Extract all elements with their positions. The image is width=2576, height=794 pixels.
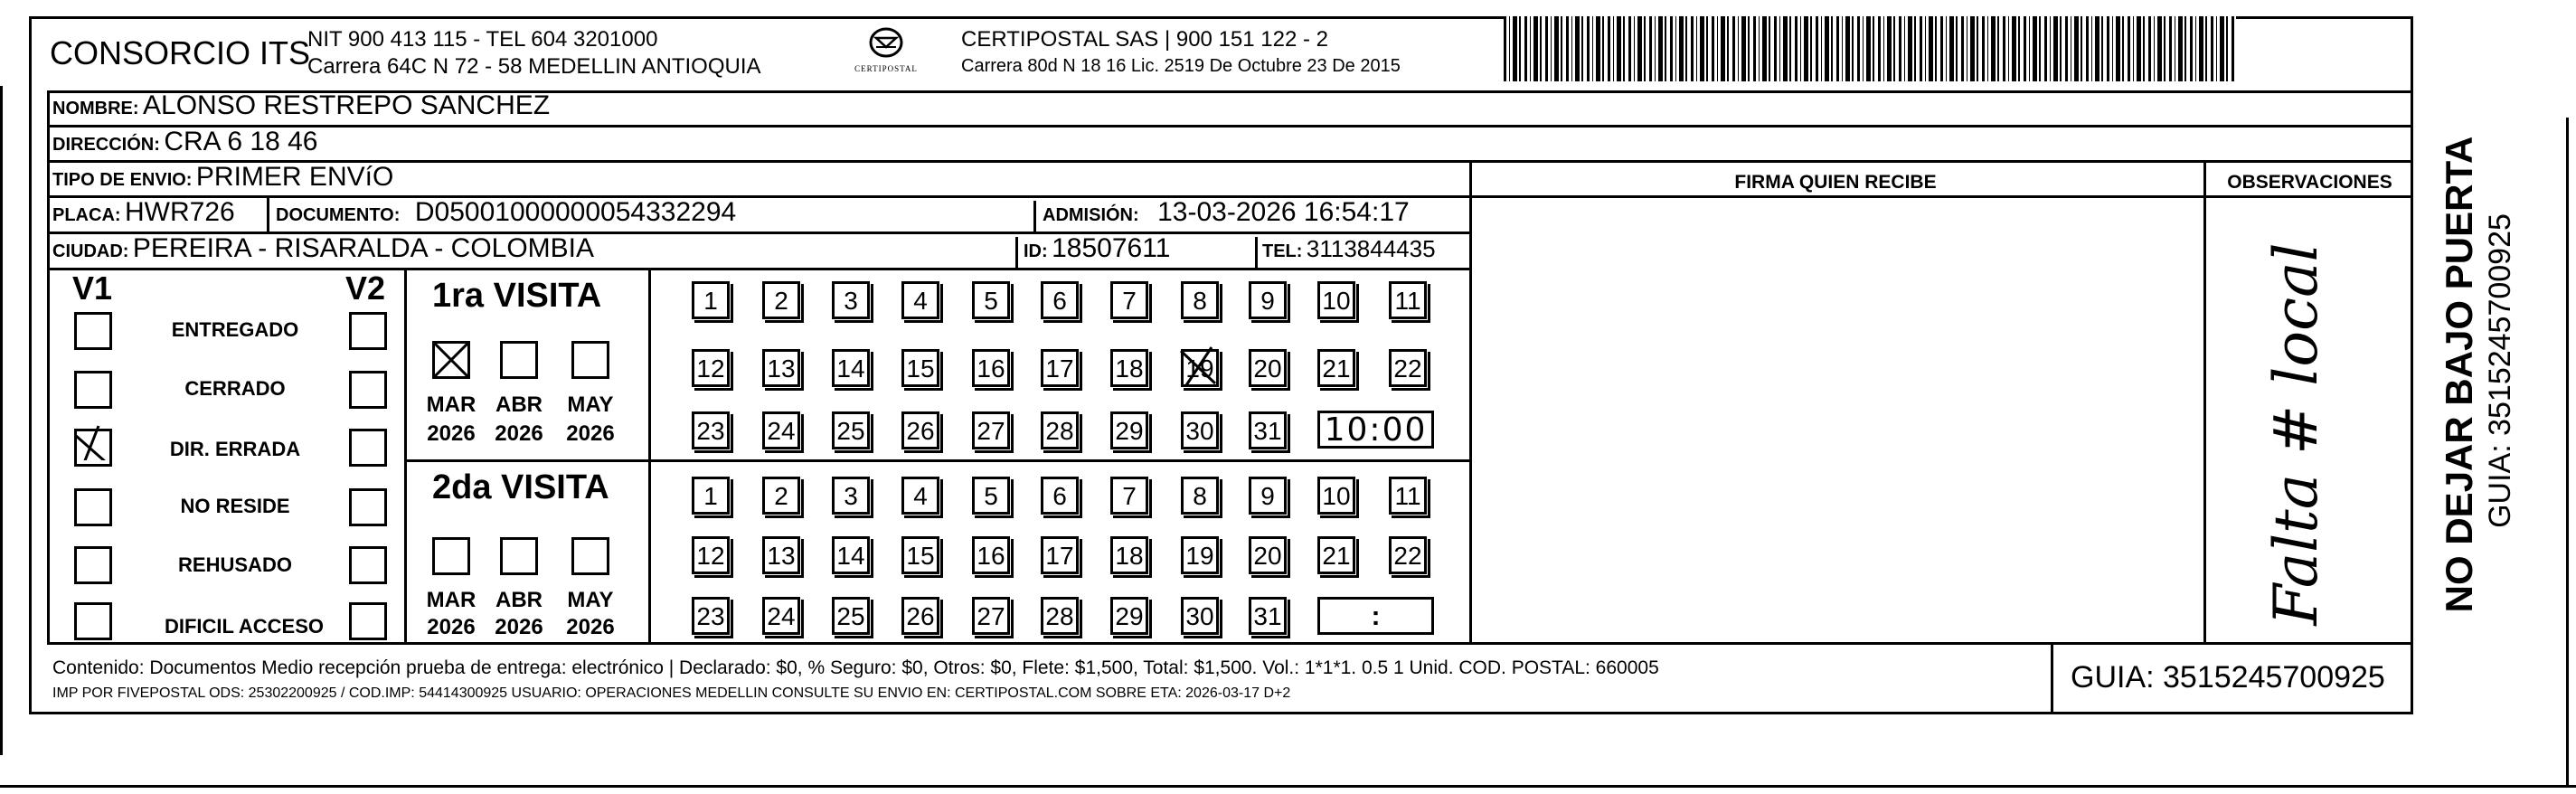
visit1-title: 1ra VISITA [432, 277, 602, 315]
rule [47, 268, 1469, 270]
visit2-month-abr-checkbox[interactable] [500, 537, 538, 575]
visit1-month-may-checkbox[interactable] [571, 341, 609, 379]
v2-no-reside-checkbox[interactable] [349, 488, 387, 526]
certipostal-logo-icon [865, 25, 907, 60]
status-dificil-acceso: DIFICIL ACCESO [164, 615, 324, 638]
visit1-year-label: 2026 [566, 421, 615, 446]
visit2-day[interactable]: 11 [1389, 477, 1427, 515]
direccion-value: CRA 6 18 46 [164, 127, 318, 156]
ciudad-row [52, 233, 594, 264]
visit2-time-value: : [1371, 601, 1381, 631]
visit2-day[interactable]: 18 [1110, 536, 1148, 574]
visit2-day[interactable]: 12 [692, 536, 730, 574]
rule [47, 90, 50, 642]
rule [648, 268, 651, 642]
visit2-day[interactable]: 22 [1389, 536, 1427, 574]
visit2-day[interactable]: 27 [972, 597, 1010, 635]
status-cerrado: CERRADO [184, 377, 286, 400]
visit1-month-abr-checkbox[interactable] [500, 341, 538, 379]
visit1-day[interactable]: 13 [762, 349, 800, 387]
nombre-label: NOMBRE: [52, 99, 139, 118]
direccion-label: DIRECCIÓN: [52, 135, 160, 155]
rule [47, 160, 2413, 163]
certipostal-logo [845, 25, 927, 78]
visit1-day[interactable]: 29 [1110, 411, 1148, 449]
rule [1033, 201, 1036, 232]
left-crop-line [0, 86, 3, 755]
visit1-month-label: MAR [426, 392, 477, 417]
v1-cerrado-checkbox[interactable] [74, 371, 112, 409]
visit2-day[interactable]: 21 [1317, 536, 1355, 574]
visit2-day[interactable]: 25 [832, 597, 870, 635]
ciudad-label: CIUDAD: [52, 241, 129, 261]
visit2-title: 2da VISITA [432, 468, 609, 506]
visit1-day[interactable]: 17 [1041, 349, 1079, 387]
visit2-month-label: ABR [495, 588, 543, 612]
visit2-month-mar-checkbox[interactable] [432, 537, 470, 575]
company-nit: NIT 900 413 115 - TEL 604 3201000 [307, 27, 658, 52]
documento-label: DOCUMENTO: [276, 205, 401, 225]
id-value: 18507611 [1052, 233, 1171, 263]
visit1-day[interactable]: 25 [832, 411, 870, 449]
admision-label: ADMISIÓN: [1043, 205, 1139, 225]
visit1-day[interactable]: 1 [692, 281, 730, 319]
visit2-day[interactable]: 7 [1110, 477, 1148, 515]
visit1-day[interactable]: 20 [1249, 349, 1287, 387]
visit1-day[interactable]: 6 [1041, 281, 1079, 319]
rule [1015, 237, 1018, 268]
visit1-day[interactable]: 5 [972, 281, 1010, 319]
rule [47, 125, 2413, 128]
visit2-day[interactable]: 19 [1181, 536, 1219, 574]
footer-impresion: IMP POR FIVEPOSTAL ODS: 25302200925 / COD.IMP: 54414300925 USUARIO: OPERACIONES MEDELLIN CONSULTE SU ENVIO EN: CERTIPOSTAL.COM SOBRE ETA: 2026-03-17 D+2 [52, 685, 1291, 701]
visit1-day[interactable]: 10 [1317, 281, 1355, 319]
documento-row [276, 197, 736, 228]
carrier-name: CERTIPOSTAL SAS | 900 151 122 - 2 [961, 27, 1328, 52]
v2-dir-errada-checkbox[interactable] [349, 429, 387, 467]
v1-no-reside-checkbox[interactable] [74, 488, 112, 526]
carrier-address: Carrera 80d N 18 16 Lic. 2519 De Octubre 23 De 2015 [961, 56, 1401, 76]
visit1-day[interactable]: 9 [1249, 281, 1287, 319]
visit2-month-label: MAY [567, 588, 614, 612]
x-mark-icon [1175, 344, 1221, 389]
company-name: CONSORCIO ITS [50, 34, 311, 71]
visit1-day[interactable]: 28 [1041, 411, 1079, 449]
visit2-day[interactable]: 14 [832, 536, 870, 574]
visit2-day[interactable]: 9 [1249, 477, 1287, 515]
visit1-day[interactable]: 18 [1110, 349, 1148, 387]
visit1-day[interactable]: 2 [762, 281, 800, 319]
status-entregado: ENTREGADO [171, 318, 299, 341]
side-text [2414, 118, 2568, 633]
placa-label: PLACA: [52, 205, 121, 225]
visit1-time-value: 10:00 [1324, 411, 1428, 449]
visit1-day[interactable]: 31 [1249, 411, 1287, 449]
side-warning: NO DEJAR BAJO PUERTA [2438, 136, 2480, 613]
rule [47, 642, 2413, 645]
barcode [1504, 16, 2236, 81]
tipo-row [52, 162, 393, 193]
handwritten-note-text: Falta # local [2261, 242, 2331, 626]
visit2-day[interactable]: 24 [762, 597, 800, 635]
visit2-day[interactable]: 4 [901, 477, 939, 515]
tel-value: 3113844435 [1306, 235, 1436, 262]
rule [404, 268, 407, 642]
status-no-reside: NO RESIDE [180, 495, 290, 517]
v1-dificil-acceso-checkbox[interactable] [74, 602, 112, 640]
visit1-day[interactable]: 4 [901, 281, 939, 319]
visit1-day[interactable]: 26 [901, 411, 939, 449]
visit1-year-label: 2026 [427, 421, 476, 446]
visit1-month-mar-checkbox[interactable] [432, 341, 470, 379]
placa-value: HWR726 [125, 197, 235, 227]
logo-text: CERTIPOSTAL [854, 64, 918, 73]
visit2-day[interactable]: 30 [1181, 597, 1219, 635]
nombre-row [52, 90, 550, 121]
footer-guia: GUIA: 3515245700925 [2071, 660, 2385, 695]
visit1-day[interactable]: 30 [1181, 411, 1219, 449]
visit1-day[interactable]: 23 [692, 411, 730, 449]
direccion-row [52, 127, 317, 157]
side-guia: GUIA: 3515245700925 [2483, 213, 2517, 528]
visit2-day[interactable]: 15 [901, 536, 939, 574]
visit2-day[interactable]: 2 [762, 477, 800, 515]
visit2-day[interactable]: 26 [901, 597, 939, 635]
visit2-day[interactable]: 29 [1110, 597, 1148, 635]
visit2-day[interactable]: 23 [692, 597, 730, 635]
visit2-month-may-checkbox[interactable] [571, 537, 609, 575]
status-rehusado: REHUSADO [178, 553, 292, 576]
visit2-month-label: MAR [426, 588, 477, 612]
v1-rehusado-checkbox[interactable] [74, 546, 112, 584]
id-row [1024, 233, 1170, 264]
visit2-day[interactable]: 3 [832, 477, 870, 515]
visit1-time-field[interactable] [1317, 411, 1434, 449]
visit2-day[interactable]: 10 [1317, 477, 1355, 515]
documento-value: D05001000000054332294 [414, 197, 737, 227]
visit2-day[interactable]: 5 [972, 477, 1010, 515]
observaciones-label: OBSERVACIONES [2227, 172, 2392, 193]
visit2-day[interactable]: 13 [762, 536, 800, 574]
v1-dir-errada-checkbox[interactable] [74, 429, 112, 467]
visit1-day[interactable]: 14 [832, 349, 870, 387]
rule [2411, 90, 2413, 714]
rule [2051, 642, 2053, 714]
visit2-day[interactable]: 6 [1041, 477, 1079, 515]
visit2-day[interactable]: 31 [1249, 597, 1287, 635]
visit2-year-label: 2026 [495, 615, 543, 639]
visit1-day[interactable]: 24 [762, 411, 800, 449]
rule [404, 459, 1469, 462]
rule [1255, 237, 1258, 268]
x-mark-icon [432, 341, 470, 379]
visit2-day[interactable]: 28 [1041, 597, 1079, 635]
visit1-day[interactable]: 3 [832, 281, 870, 319]
v2-rehusado-checkbox[interactable] [349, 546, 387, 584]
bottom-crop-line [0, 785, 2576, 788]
visit1-day[interactable]: 12 [692, 349, 730, 387]
company-address: Carrera 64C N 72 - 58 MEDELLIN ANTIOQUIA [307, 54, 761, 79]
tel-row [1262, 235, 1436, 263]
visit1-day[interactable]: 22 [1389, 349, 1427, 387]
rule [1469, 160, 1472, 642]
visit2-day[interactable]: 16 [972, 536, 1010, 574]
tel-label: TEL: [1262, 241, 1303, 261]
v2-dificil-acceso-checkbox[interactable] [349, 602, 387, 640]
placa-row [52, 197, 235, 228]
ciudad-value: PEREIRA - RISARALDA - COLOMBIA [132, 233, 595, 263]
tipo-value: PRIMER ENVíO [195, 162, 394, 192]
visit1-day[interactable]: 7 [1110, 281, 1148, 319]
admision-value: 13-03-2026 16:54:17 [1157, 197, 1410, 227]
visit1-month-label: ABR [495, 392, 543, 417]
observaciones-handwritten-note [2260, 235, 2333, 633]
visit1-day[interactable]: 8 [1181, 281, 1219, 319]
admision-row [1043, 197, 1410, 228]
visit2-year-label: 2026 [427, 615, 476, 639]
visit1-day[interactable]: 16 [972, 349, 1010, 387]
visit2-year-label: 2026 [566, 615, 615, 639]
visit1-month-label: MAY [567, 392, 614, 417]
visit2-time-field[interactable] [1317, 597, 1434, 635]
footer-contenido: Contenido: Documentos Medio recepción prueba de entrega: electrónico | Declarado: $0, % Seguro: $0, Otros: $0, Flete: $1,500, Total: $1,500. Vol.: 1*1*1. 0.5 1 Unid. COD. POSTAL: 660005 [52, 657, 1659, 678]
rule [267, 195, 269, 232]
visit1-day[interactable]: 15 [901, 349, 939, 387]
visit2-day[interactable]: 8 [1181, 477, 1219, 515]
v1-entregado-checkbox[interactable] [74, 312, 112, 350]
visit1-day[interactable]: 11 [1389, 281, 1427, 319]
tipo-label: TIPO DE ENVIO: [52, 170, 193, 190]
visit1-day[interactable]: 27 [972, 411, 1010, 449]
rule [2203, 160, 2206, 642]
firma-label: FIRMA QUIEN RECIBE [1734, 172, 1937, 193]
visit1-day-marked[interactable]: 19 [1181, 349, 1219, 387]
check-mark-icon [71, 422, 109, 460]
visit2-day[interactable]: 1 [692, 477, 730, 515]
visit1-year-label: 2026 [495, 421, 543, 446]
nombre-value: ALONSO RESTREPO SANCHEZ [143, 90, 551, 120]
visit1-day[interactable]: 21 [1317, 349, 1355, 387]
v2-label: V2 [345, 269, 386, 307]
status-dir-errada: DIR. ERRADA [169, 438, 301, 460]
v2-cerrado-checkbox[interactable] [349, 371, 387, 409]
v2-entregado-checkbox[interactable] [349, 312, 387, 350]
visit2-day[interactable]: 17 [1041, 536, 1079, 574]
visit2-day[interactable]: 20 [1249, 536, 1287, 574]
id-label: ID: [1024, 241, 1048, 261]
v1-label: V1 [72, 269, 113, 307]
